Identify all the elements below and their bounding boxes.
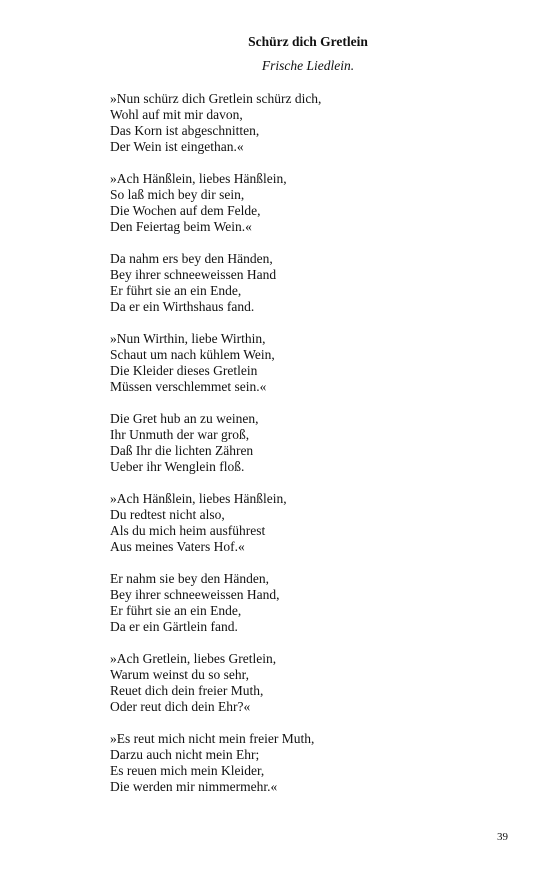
poem-line: Er führt sie an ein Ende, [110,603,242,618]
poem-body [110,91,510,811]
poem-line: Er führt sie an ein Ende, [110,283,242,298]
poem-line: »Es reut mich nicht mein freier Muth, [110,731,315,746]
stanza [110,411,510,475]
poem-line: Du redtest nicht also, [110,507,225,522]
poem-line: Schaut um nach kühlem Wein, [110,347,275,362]
poem-line: Aus meines Vaters Hof.« [110,539,245,554]
stanza [110,171,510,235]
poem-line: »Nun schürz dich Gretlein schürz dich, [110,91,322,106]
poem-line: Es reuen mich mein Kleider, [110,763,265,778]
poem-line: Die Kleider dieses Gretlein [110,363,258,378]
stanza [110,731,510,795]
poem-line: Da er ein Wirthshaus fand. [110,299,255,314]
poem-line: »Ach Gretlein, liebes Gretlein, [110,651,277,666]
stanza [110,491,510,555]
poem-line: Da nahm ers bey den Händen, [110,251,273,266]
stanza [110,571,510,635]
poem-subtitle: Frische Liedlein. [261,58,355,73]
poem-line: Ueber ihr Wenglein floß. [110,459,245,474]
poem-line: Oder reut dich dein Ehr?« [110,699,251,714]
poem-line: Da er ein Gärtlein fand. [110,619,238,634]
poem-line: Bey ihrer schneeweissen Hand [110,267,277,282]
poem-line: Warum weinst du so sehr, [110,667,249,682]
poem-line: Die Wochen auf dem Felde, [110,203,261,218]
poem-line: Das Korn ist abgeschnitten, [110,123,260,138]
stanza [110,651,510,715]
poem-line: Die Gret hub an zu weinen, [110,411,259,426]
poem-line: »Ach Hänßlein, liebes Hänßlein, [110,171,287,186]
poem-line: Der Wein ist eingethan.« [110,139,244,154]
poem-line: Reuet dich dein freier Muth, [110,683,264,698]
stanza [110,91,510,155]
poem-line: Wohl auf mit mir davon, [110,107,243,122]
page-number: 39 [497,831,508,843]
poem-line: »Nun Wirthin, liebe Wirthin, [110,331,266,346]
poem-line: Daß Ihr die lichten Zähren [110,443,254,458]
stanza [110,331,510,395]
poem-line: Als du mich heim ausführest [110,523,266,538]
poem-line: Bey ihrer schneeweissen Hand, [110,587,280,602]
poem-line: Müssen verschlemmet sein.« [110,379,267,394]
poem-line: »Ach Hänßlein, liebes Hänßlein, [110,491,287,506]
stanza [110,251,510,315]
poem-line: Die werden mir nimmermehr.« [110,779,278,794]
poem-line: So laß mich bey dir sein, [110,187,245,202]
poem-line: Ihr Unmuth der war groß, [110,427,250,442]
poem-title: Schürz dich Gretlein [248,34,368,49]
poem-line: Den Feiertag beim Wein.« [110,219,252,234]
poem-line: Er nahm sie bey den Händen, [110,571,269,586]
poem-line: Darzu auch nicht mein Ehr; [110,747,260,762]
